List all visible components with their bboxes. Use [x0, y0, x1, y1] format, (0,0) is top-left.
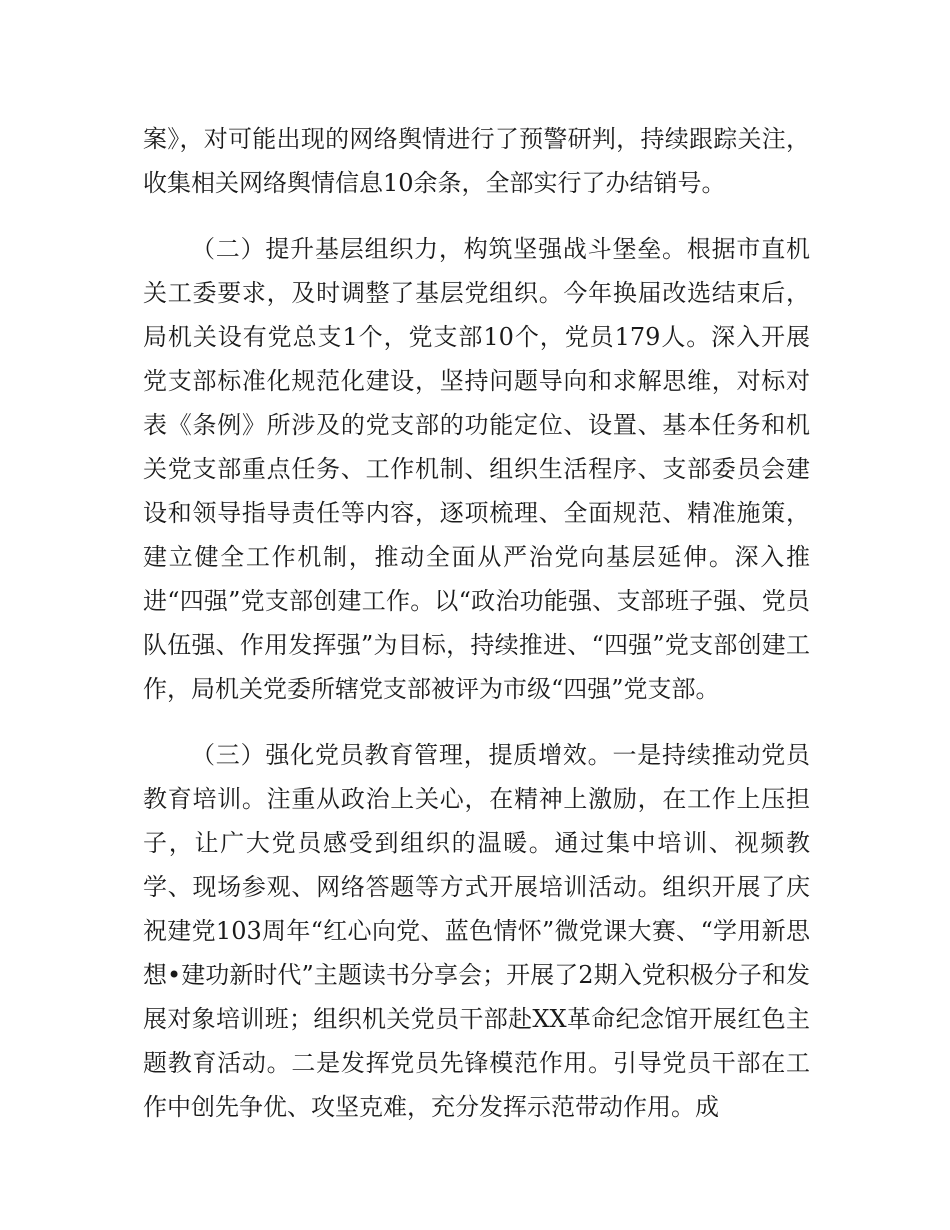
paragraph-continuation: 案》，对可能出现的网络舆情进行了预警研判，持续跟踪关注，收集相关网络舆情信息10余条，全部实行了办结销号。	[143, 125, 810, 197]
paragraph-section-2: （二）提升基层组织力，构筑坚强战斗堡垒。根据市直机关工委要求，及时调整了基层党组织。今年换届改选结束后，局机关设有党总支1个，党支部10个，党员179人。深入开展党支部标准化规范化建设，坚持问题导向和求解思维，对标对表《条例》所涉及的党支部的功能定位、设置、基本任务和机关党支部重点任务、工作机制、组织生活程序、支部委员会建设和领导指导责任等内容，逐项梳理、全面规范、精准施策，建立健全工作机制，推动全面从严治党向基层延伸。深入推进“四强”党支部创建工作。以“政治功能强、支部班子强、党员队伍强、作用发挥强”为目标，持续推进、“四强”党支部创建工作，局机关党委所辖党支部被评为市级“四强”党支部。	[143, 235, 810, 703]
paragraph-section-3: （三）强化党员教育管理，提质增效。一是持续推动党员教育培训。注重从政治上关心，在精神上激励，在工作上压担子，让广大党员感受到组织的温暖。通过集中培训、视频教学、现场参观、网络答题等方式开展培训活动。组织开展了庆祝建党103周年“红心向党、蓝色情怀”微党课大赛、“学用新思想•建功新时代”主题读书分享会；开展了2期入党积极分子和发展对象培训班；组织机关党员干部赴XX革命纪念馆开展红色主题教育活动。二是发挥党员先锋模范作用。引导党员干部在工作中创先争优、攻坚克难，充分发挥示范带动作用。成	[143, 741, 810, 1121]
document-body	[143, 117, 810, 1129]
